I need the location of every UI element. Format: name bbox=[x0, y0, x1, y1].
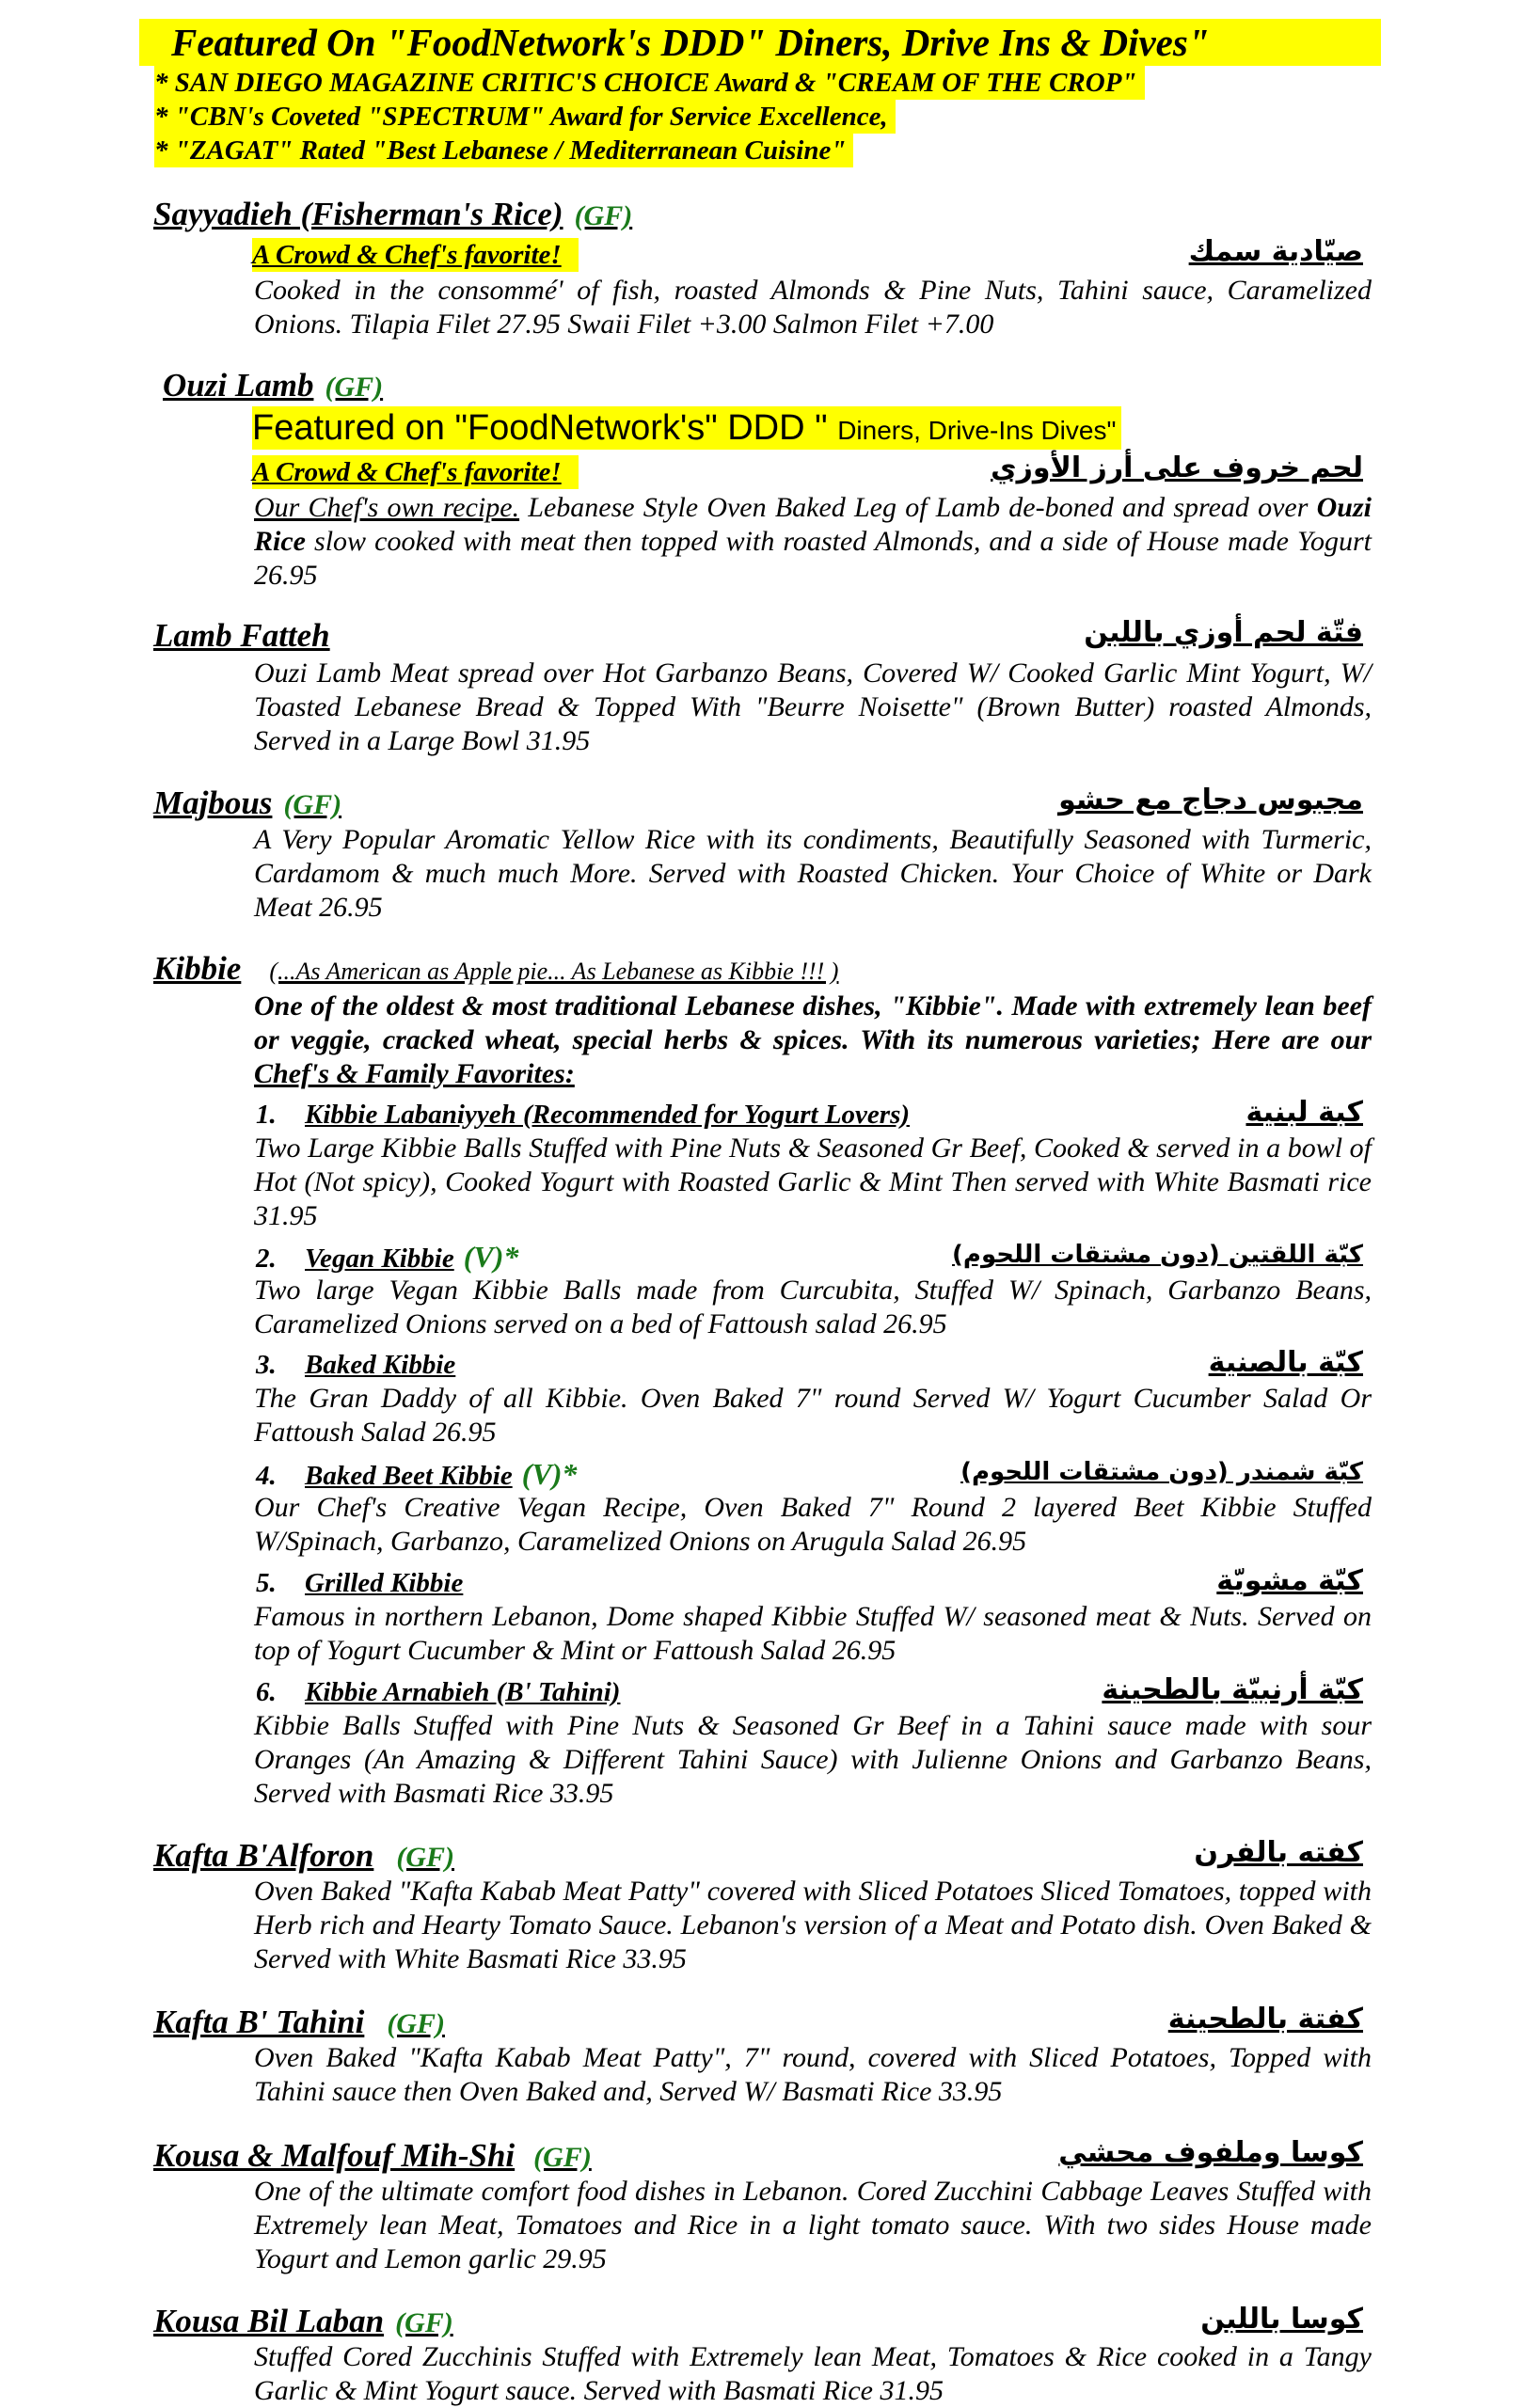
variety-name: Kibbie Labaniyyeh (Recommended for Yogurt Lovers) bbox=[305, 1100, 911, 1130]
gluten-free-badge: (GF) bbox=[283, 789, 342, 820]
arabic-dish-name: كبّة مشويّة bbox=[1216, 1564, 1363, 1597]
banner-award-line: * "CBN's Coveted "SPECTRUM" Award for Service Excellence, bbox=[154, 100, 896, 134]
kibbie-variety-title bbox=[256, 1675, 620, 1709]
arabic-dish-name: صيّادية سمك bbox=[1188, 235, 1363, 268]
dish-title bbox=[153, 2303, 453, 2342]
arabic-dish-name: مجبوس دجاج مع حشو bbox=[1058, 784, 1363, 816]
vegan-badge: (V)* bbox=[521, 1457, 578, 1491]
favorite-tag: A Crowd & Chef's favorite! bbox=[252, 238, 579, 272]
desc-part: Lebanese Style Oven Baked Leg of Lamb de-boned and spread over bbox=[519, 492, 1317, 523]
dish-name: Kibbie bbox=[153, 950, 242, 987]
arabic-dish-name: كبّة شمندر (دون مشتقات اللحوم) bbox=[960, 1458, 1363, 1486]
intro-text: One of the oldest & most traditional Lebanese dishes, "Kibbie". Made with extremely lean beef or veggie, cracked wheat, special herbs & spices. With its numerous varieties; Here are our bbox=[254, 990, 1372, 1055]
dish-title bbox=[153, 950, 838, 990]
kibbie-variety-title bbox=[256, 1098, 910, 1132]
dish-description: Two Large Kibbie Balls Stuffed with Pine Nuts & Seasoned Gr Beef, Cooked & served in a bowl of Hot (Not spicy), Cooked Yogurt with Roasted Garlic & Mint Then served with White Basmati rice 31.95 bbox=[254, 1133, 1372, 1231]
gluten-free-badge: (GF) bbox=[533, 2142, 592, 2173]
dish-description: A Very Popular Aromatic Yellow Rice with its condiments, Beautifully Seasoned with Turmeric, Cardamom & much much More. Served with Roasted Chicken. Your Choice of White or Dark Meat 26.95 bbox=[254, 824, 1372, 923]
variety-number: 3. bbox=[256, 1350, 277, 1380]
dish-description: Kibbie Balls Stuffed with Pine Nuts & Seasoned Gr Beef in a Tahini sauce made with sour Oranges (An Amazing & Different Tahini Sauce) with Julienne Onions and Garbanzo Beans, Served with Basmati Rice 33.95 bbox=[254, 1710, 1372, 1809]
variety-name: Baked Kibbie bbox=[305, 1350, 456, 1380]
gluten-free-badge: (GF) bbox=[325, 372, 384, 403]
dish-name: Lamb Fatteh bbox=[153, 617, 330, 654]
arabic-dish-name: فتّة لحم أوزي باللبن bbox=[1084, 616, 1363, 649]
variety-number: 5. bbox=[256, 1568, 277, 1598]
dish-description: One of the ultimate comfort food dishes in Lebanon. Cored Zucchini Cabbage Leaves Stuffed with Extremely lean Meat, Tomatoes and Rice in a light tomato sauce. With two sides House made Yogurt and Lemon garlic 29.95 bbox=[254, 2176, 1372, 2274]
favorite-tag: A Crowd & Chef's favorite! bbox=[252, 455, 579, 489]
banner-award-line: * SAN DIEGO MAGAZINE CRITIC'S CHOICE Award & "CREAM OF THE CROP" bbox=[154, 66, 1145, 100]
arabic-dish-name: لحم خروف على أرز الأوزي bbox=[991, 452, 1363, 484]
dish-description: Stuffed Cored Zucchinis Stuffed with Extremely lean Meat, Tomatoes & Rice cooked in a Tangy Garlic & Mint Yogurt sauce. Served with Basmati Rice 31.95 bbox=[254, 2341, 1372, 2406]
dish-title bbox=[153, 2137, 592, 2177]
dish-name: Ouzi Lamb bbox=[163, 367, 314, 404]
desc-bold-part: Ouzi Rice bbox=[254, 492, 1372, 557]
variety-number: 2. bbox=[256, 1244, 277, 1274]
dish-title bbox=[153, 784, 341, 824]
dish-name: Kousa & Malfouf Mih-Shi bbox=[153, 2137, 516, 2174]
dish-description bbox=[254, 491, 1372, 593]
dish-name: Kafta B' Tahini bbox=[153, 2004, 365, 2040]
dish-name: Kafta B'Alforon bbox=[153, 1837, 374, 1874]
gluten-free-badge: (GF) bbox=[396, 1842, 455, 1873]
arabic-dish-name: كبّة أرنبيّة بالطحينة bbox=[1102, 1673, 1363, 1706]
variety-name: Kibbie Arnabieh (B' Tahini) bbox=[305, 1677, 621, 1707]
ddd-featured-main: Featured on "FoodNetwork's" DDD " bbox=[252, 408, 828, 448]
kibbie-variety-title bbox=[256, 1348, 455, 1382]
dish-description: Cooked in the consommé' of fish, roasted Almonds & Pine Nuts, Tahini sauce, Caramelized Onions. Tilapia Filet 27.95 Swaii Filet +3.00 Salmon Filet +7.00 bbox=[254, 275, 1372, 340]
arabic-dish-name: كبة لبنية bbox=[1245, 1096, 1363, 1129]
variety-number: 1. bbox=[256, 1100, 277, 1130]
variety-name: Grilled Kibbie bbox=[305, 1568, 464, 1598]
gluten-free-badge: (GF) bbox=[395, 2307, 453, 2338]
kibbie-variety-title bbox=[256, 1240, 518, 1275]
dish-title bbox=[153, 196, 632, 235]
desc-lead: Our Chef's own recipe. bbox=[254, 492, 520, 523]
arabic-dish-name: كفته بالفرن bbox=[1194, 1836, 1363, 1869]
dish-title bbox=[153, 617, 330, 655]
dish-description: Two large Vegan Kibbie Balls made from Curcubita, Stuffed W/ Spinach, Garbanzo Beans, Caramelized Onions served on a bed of Fattoush salad 26.95 bbox=[254, 1275, 1372, 1339]
dish-title bbox=[153, 2004, 445, 2043]
arabic-dish-name: كفتة بالطحينة bbox=[1167, 2003, 1363, 2036]
arabic-dish-name: كوسا باللبن bbox=[1200, 2303, 1363, 2336]
ddd-featured-note bbox=[252, 406, 1121, 450]
variety-number: 6. bbox=[256, 1677, 277, 1707]
arabic-dish-name: كوسا وملفوف محشي bbox=[1058, 2136, 1363, 2169]
dish-name: Sayyadieh (Fisherman's Rice) bbox=[153, 196, 563, 232]
dish-name: Kousa Bil Laban bbox=[153, 2303, 385, 2339]
banner-featured-line: Featured On "FoodNetwork's DDD" Diners, Drive Ins & Dives" bbox=[139, 19, 1381, 66]
dish-description: Our Chef's Creative Vegan Recipe, Oven Baked 7" Round 2 layered Beet Kibbie Stuffed W/Spinach, Garbanzo, Caramelized Onions on Arugula Salad 26.95 bbox=[254, 1492, 1372, 1557]
arabic-dish-name: كبّة اللقتين (دون مشتقات اللحوم) bbox=[952, 1241, 1363, 1269]
variety-name: Baked Beet Kibbie bbox=[305, 1461, 513, 1491]
intro-favorites-label: Chef's & Family Favorites: bbox=[254, 1058, 575, 1089]
variety-name: Vegan Kibbie bbox=[305, 1244, 454, 1274]
dish-title bbox=[153, 1837, 454, 1877]
desc-part: slow cooked with meat then topped with roasted Almonds, and a side of House made Yogurt 26.95 bbox=[254, 526, 1372, 591]
banner-award-line: * "ZAGAT" Rated "Best Lebanese / Mediterranean Cuisine" bbox=[154, 134, 853, 167]
variety-number: 4. bbox=[256, 1461, 277, 1491]
vegan-badge: (V)* bbox=[463, 1240, 519, 1274]
dish-description: Oven Baked "Kafta Kabab Meat Patty", 7" round, covered with Sliced Potatoes, Topped with Tahini sauce then Oven Baked and, Served W/ Basmati Rice 33.95 bbox=[254, 2042, 1372, 2107]
kibbie-intro bbox=[254, 990, 1372, 1091]
dish-description: The Gran Daddy of all Kibbie. Oven Baked 7" round Served W/ Yogurt Cucumber Salad Or Fattoush Salad 26.95 bbox=[254, 1383, 1372, 1448]
ddd-featured-small: Diners, Drive-Ins Dives" bbox=[837, 416, 1117, 445]
arabic-dish-name: كبّة بالصنية bbox=[1208, 1346, 1363, 1379]
dish-name: Majbous bbox=[153, 784, 273, 821]
kibbie-variety-title bbox=[256, 1566, 463, 1600]
kibbie-tagline: (...As American as Apple pie... As Lebanese as Kibbie !!! ) bbox=[269, 958, 839, 985]
gluten-free-badge: (GF) bbox=[387, 2008, 445, 2039]
dish-description: Oven Baked "Kafta Kabab Meat Patty" covered with Sliced Potatoes Sliced Tomatoes, topped with Herb rich and Hearty Tomato Sauce. Lebanon's version of a Meat and Potato dish. Oven Baked & Served with White Basmati Rice 33.95 bbox=[254, 1876, 1372, 1974]
gluten-free-badge: (GF) bbox=[574, 200, 633, 231]
dish-description: Famous in northern Lebanon, Dome shaped Kibbie Stuffed W/ seasoned meat & Nuts. Served on top of Yogurt Cucumber & Mint or Fattoush Salad 26.95 bbox=[254, 1601, 1372, 1666]
kibbie-variety-title bbox=[256, 1457, 577, 1493]
dish-description: Ouzi Lamb Meat spread over Hot Garbanzo Beans, Covered W/ Cooked Garlic Mint Yogurt, W/ Toasted Lebanese Bread & Topped With "Beurre Noisette" (Brown Butter) roasted Almonds, Served in a Large Bowl 31.95 bbox=[254, 657, 1372, 756]
dish-title bbox=[163, 367, 383, 406]
